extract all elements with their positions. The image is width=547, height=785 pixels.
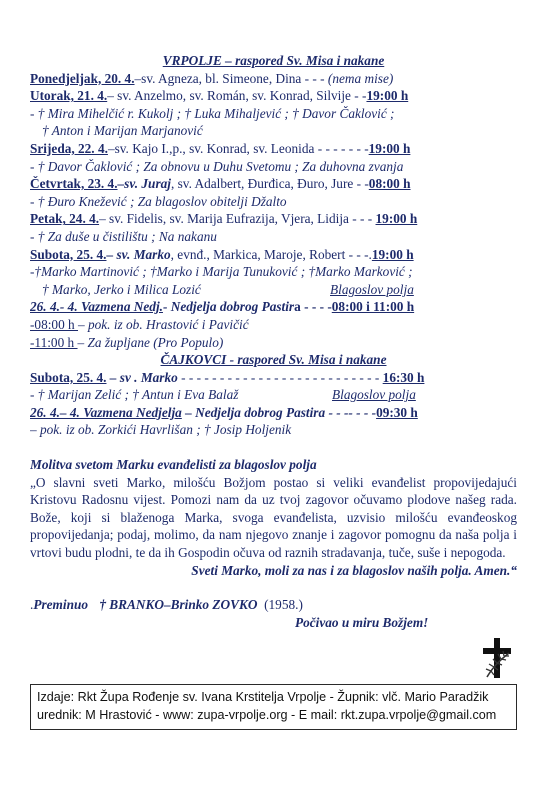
tuesday-intention-2: † Anton i Marijan Marjanović bbox=[42, 123, 203, 139]
wednesday-intention: - † Davor Čaklović ; Za obnovu u Duhu Svetomu ; Za duhovna zvanja bbox=[30, 158, 404, 174]
saturday-saint: – sv. Marko bbox=[106, 246, 171, 262]
tuesday-line bbox=[30, 87, 517, 105]
cajkovci-sunday-time: 09:30 h bbox=[376, 404, 418, 420]
wednesday-line bbox=[30, 140, 517, 158]
monday-date: Ponedjeljak, 20. 4. bbox=[30, 70, 135, 86]
saturday-line bbox=[30, 246, 517, 264]
cajkovci-saturday-date: Subota, 25. 4. bbox=[30, 369, 107, 385]
sunday-line bbox=[30, 298, 517, 316]
obituary-label: Preminuo bbox=[33, 597, 89, 613]
prayer-title: Molitva svetom Marku evanđelisti za blagoslov polja bbox=[30, 457, 317, 473]
cross-with-palm-icon bbox=[479, 637, 515, 679]
prayer-closing: Sveti Marko, moli za nas i za blagoslov naših polja. Amen.“ bbox=[191, 562, 517, 578]
tuesday-intention-1: - † Mira Mihelčić r. Kukolj ; † Luka Mihaljević ; † Davor Čaklović ; bbox=[30, 105, 395, 121]
sunday-intention-2: – Za župljane (Pro Populo) bbox=[77, 334, 224, 350]
saturday-intention-2-row bbox=[30, 281, 517, 299]
thursday-date: Četvrtak, 23. 4. bbox=[30, 176, 118, 192]
obituary-name: † BRANKO–Brinko ZOVKO bbox=[99, 597, 258, 613]
cajkovci-saturday-saint: – sv . Marko bbox=[106, 369, 178, 385]
footer-line-2: urednik: M Hrastović - www: zupa-vrpolje.org - E mail: rkt.zupa.vrpolje@gmail.com bbox=[37, 708, 497, 722]
cajkovci-sunday-intention: – pok. iz ob. Zorkići Havrlišan ; † Josip Holjenik bbox=[30, 422, 292, 438]
cajkovci-saturday-intention-row bbox=[30, 386, 517, 404]
saturday-intention-2: † Marko, Jerko i Milica Lozić bbox=[42, 281, 201, 297]
cajkovci-saturday-dash: - - - - - - - - - - - - - - - - - - - - - - - - - - bbox=[177, 369, 383, 385]
footer-line-1: Izdaje: Rkt Župa Rođenje sv. Ivana Krstitelja Vrpolje - Župnik: vlč. Mario Paradžik bbox=[37, 690, 489, 704]
cajkovci-sunday-date: 26. 4.– 4. Vazmena Nedjelja bbox=[30, 404, 182, 420]
saturday-intention-1: -†Marko Martinović ; †Marko i Marija Tunuković ; †Marko Marković ; bbox=[30, 264, 413, 280]
cajkovci-saturday-intention: - † Marijan Zelić ; † Antun i Eva Balaž bbox=[30, 387, 239, 403]
sunday-times: 08:00 i 11:00 h bbox=[331, 299, 415, 315]
prayer-body: „O slavni sveti Marko, milošću Božjom postao si veliki evanđelist propovijedajući Kristovu Radosnu vijest. Pomozi nam da uz tvoj zagovor očuvamo plodove našeg rada. Bože, koji si blaženoga Marka, svoga evanđelista, uzvisio milošću evanđeoskog propovijedanja; podaj, molimo, da nam njegovo znanje i zagovor pomognu da naša polja i vrtovi budu plodni, te da ih Gospodin očuva od raznih stradavanja, tuče, suše i nepogoda. bbox=[30, 474, 517, 561]
cajkovci-saturday-blessing: Blagoslov polja bbox=[332, 387, 416, 403]
obituary-prefix: . bbox=[30, 597, 34, 613]
sunday-time-2: -11:00 h bbox=[30, 334, 78, 350]
friday-saints: – sv. Fidelis, sv. Marija Eufrazija, Vjera, Lidija - - - bbox=[99, 211, 376, 227]
thursday-saint: –sv. Juraj bbox=[117, 176, 171, 192]
wednesday-date: Srijeda, 22. 4. bbox=[30, 140, 108, 156]
friday-date: Petak, 24. 4. bbox=[30, 211, 100, 227]
sunday-intention-1: – pok. iz ob. Hrastović i Pavičić bbox=[78, 316, 249, 332]
obituary-rest: Počivao u miru Božjem! bbox=[295, 614, 429, 630]
sunday-title: - Nedjelja dobrog Pastir bbox=[162, 299, 295, 315]
cajkovci-sunday-title: – Nedjelja dobrog Pastira - - -- - - - bbox=[181, 404, 377, 420]
publisher-footer bbox=[30, 684, 517, 730]
sunday-time-1: -08:00 h bbox=[30, 316, 79, 332]
tuesday-time: 19:00 h bbox=[366, 88, 409, 104]
wednesday-saints: –sv. Kajo I.,p., sv. Konrad, sv. Leonida - - - - - - - bbox=[107, 140, 369, 156]
friday-line bbox=[30, 210, 517, 228]
saturday-date: Subota, 25. 4. bbox=[30, 246, 107, 262]
thursday-time: 08:00 h bbox=[368, 176, 411, 192]
wednesday-time: 19:00 h bbox=[368, 140, 411, 156]
bulletin-content bbox=[30, 52, 517, 631]
monday-saints: –sv. Agneza, bl. Simeone, Dina - - - bbox=[134, 70, 328, 86]
friday-time: 19:00 h bbox=[375, 211, 418, 227]
vrpolje-schedule-title: VRPOLJE – raspored Sv. Misa i nakane bbox=[162, 53, 385, 68]
monday-line bbox=[30, 70, 517, 88]
sunday-dash: a - - - - bbox=[294, 299, 332, 315]
cajkovci-saturday-line bbox=[30, 369, 517, 387]
sunday-intention-1-row bbox=[30, 316, 517, 334]
cajkovci-saturday-time: 16:30 h bbox=[382, 369, 425, 385]
friday-intention: - † Za duše u čistilištu ; Na nakanu bbox=[30, 228, 217, 244]
thursday-saints: , sv. Adalbert, Đurđica, Đuro, Jure - - bbox=[170, 176, 369, 192]
saturday-blessing: Blagoslov polja bbox=[330, 281, 414, 297]
cajkovci-schedule-title: ČAJKOVCI - raspored Sv. Misa i nakane bbox=[160, 352, 387, 368]
tuesday-date: Utorak, 21. 4. bbox=[30, 88, 108, 104]
cajkovci-sunday-line bbox=[30, 404, 517, 422]
monday-note: (nema mise) bbox=[327, 70, 394, 86]
obituary-line bbox=[30, 596, 517, 614]
sunday-date: 26. 4.- 4. Vazmena Nedj. bbox=[30, 299, 163, 315]
saturday-time: 19:00 h bbox=[371, 246, 414, 262]
saturday-saints: , evnđ., Markica, Maroje, Robert - - -. bbox=[170, 246, 372, 262]
obituary-year: (1958.) bbox=[264, 597, 303, 613]
thursday-intention: - † Đuro Knežević ; Za blagoslov obitelji Džalto bbox=[30, 193, 287, 209]
tuesday-saints: – sv. Anzelmo, sv. Román, sv. Konrad, Silvije - - bbox=[107, 88, 367, 104]
sunday-intention-2-row bbox=[30, 334, 517, 352]
thursday-line bbox=[30, 175, 517, 193]
